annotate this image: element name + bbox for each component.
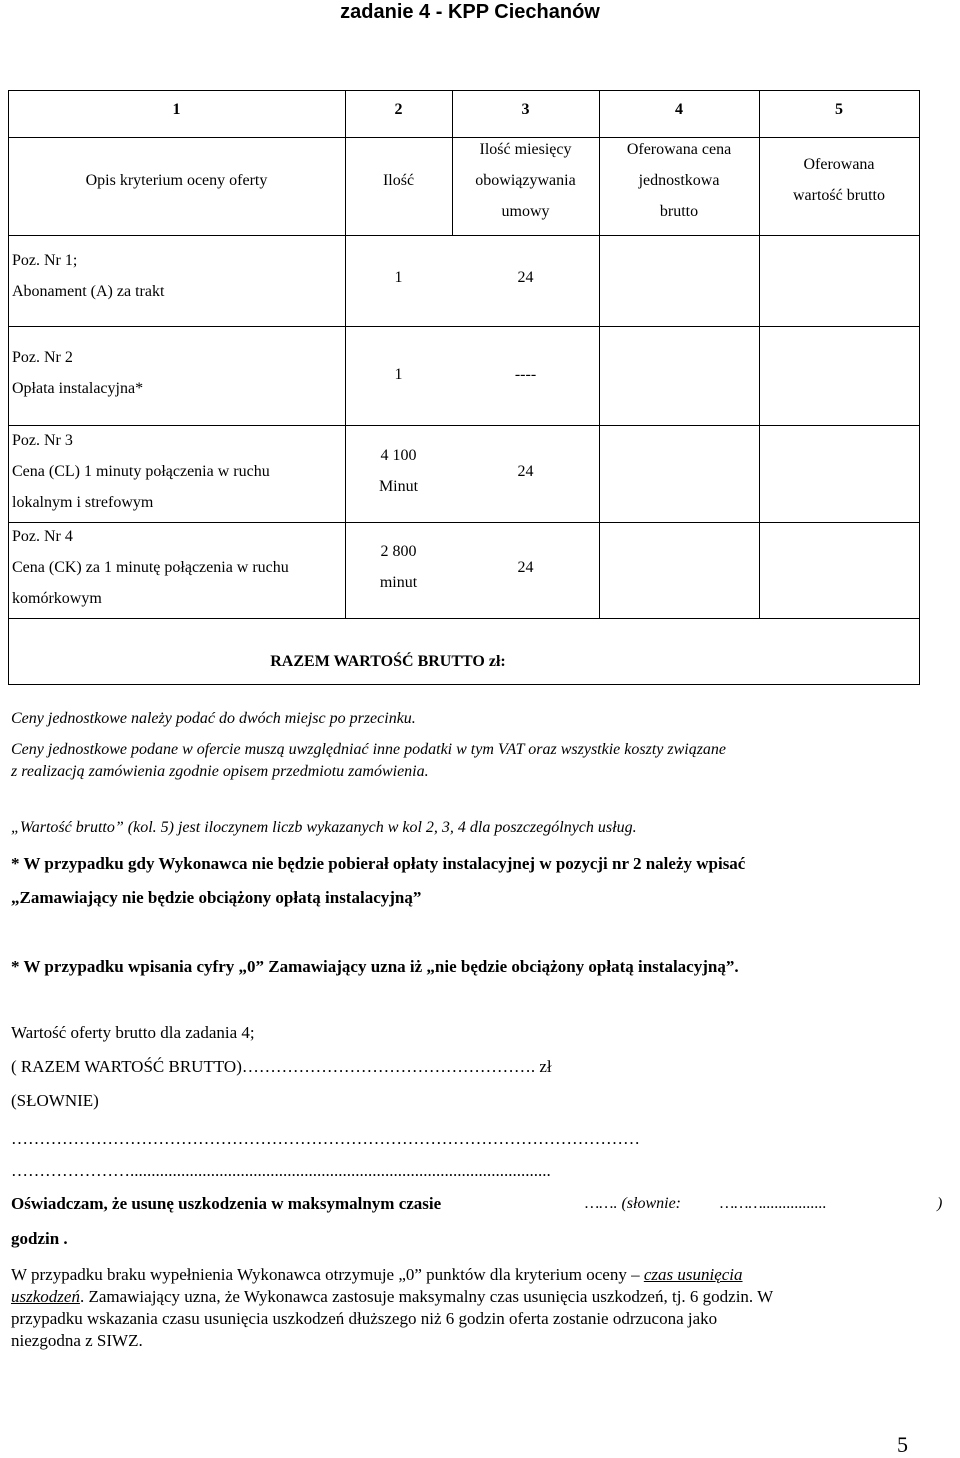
offer-words-label: (SŁOWNIE): [11, 1091, 99, 1110]
desc-line: komórkowym: [12, 590, 102, 607]
total-label: RAZEM WARTOŚĆ BRUTTO zł:: [270, 653, 506, 670]
table-row-3-qty: [345, 440, 452, 502]
header-opis: Opis kryterium oceny oferty: [85, 172, 268, 189]
note-decimals: Ceny jednostkowe należy podać do dwóch miejsc po przecinku.: [11, 710, 416, 727]
desc-line: Poz. Nr 3: [12, 432, 73, 449]
desc-line: Poz. Nr 2: [12, 349, 73, 366]
offer-total-line: ( RAZEM WARTOŚĆ BRUTTO)……………………………………………. zł: [11, 1057, 552, 1076]
table-row-1-qty: 1: [394, 269, 403, 286]
desc-line: Cena (CK) za 1 minutę połączenia w ruchu: [12, 559, 289, 576]
col-number: 4: [675, 101, 683, 118]
note-zero: * W przypadku wpisania cyfry „0” Zamawiający uzna iż „nie będzie obciążony opłatą instalacyjną”.: [11, 957, 739, 976]
header-cena: [599, 134, 759, 227]
page-number: 5: [897, 1432, 908, 1457]
desc-line: Cena (CL) 1 minuty połączenia w ruchu: [12, 463, 270, 480]
qty-line: minut: [379, 574, 418, 591]
col-number: 2: [394, 101, 403, 118]
header-line: brutto: [659, 203, 699, 220]
table-line: [8, 326, 920, 327]
note-install-text: „Zamawiający nie będzie obciążony opłatą instalacyjną”: [11, 888, 422, 907]
note-value: „Wartość brutto” (kol. 5) jest iloczynem liczb wykazanych w kol 2, 3, 4 dla poszczególnych usług.: [11, 819, 637, 836]
table-border-top: [8, 90, 920, 91]
desc-line: Abonament (A) za trakt: [12, 283, 165, 300]
header-line: jednostkowa: [638, 172, 720, 189]
col-number: 1: [172, 101, 181, 118]
table-row-4-desc: [12, 521, 342, 614]
table-row-2-desc: [12, 342, 342, 404]
final-text: . Zamawiający uzna, że Wykonawca zastosuje maksymalny czas usunięcia uszkodzeń, tj. 6 godzin. W: [79, 1287, 774, 1306]
final-line-4: niezgodna z SIWZ.: [11, 1331, 143, 1350]
header-line: wartość brutto: [793, 187, 885, 204]
note-prices-cont: z realizacją zamówienia zgodnie opisem przedmiotu zamówienia.: [11, 763, 429, 780]
desc-line: lokalnym i strefowym: [12, 494, 154, 511]
header-line: Ilość miesięcy: [479, 141, 572, 158]
qty-line: 4 100: [380, 447, 417, 464]
desc-line: Poz. Nr 4: [12, 528, 73, 545]
final-line-1: [11, 1264, 951, 1286]
final-text: W przypadku braku wypełnienia Wykonawca otrzymuje „0” punktów dla kryterium oceny –: [11, 1265, 644, 1284]
header-ilosc: Ilość: [382, 172, 415, 189]
table-row-2-qty: 1: [394, 366, 403, 383]
header-wartosc: [759, 149, 919, 211]
page-title: zadanie 4 - KPP Ciechanów: [340, 1, 600, 23]
table-line: [8, 618, 920, 619]
note-prices: Ceny jednostkowe podane w ofercie muszą uwzględniać inne podatki w tym VAT oraz wszystkie koszty związane: [11, 741, 727, 758]
declaration-dots-2: ………................: [720, 1195, 827, 1212]
declaration-dots: ……. (słownie:: [585, 1195, 681, 1212]
final-underlined: uszkodzeń: [11, 1287, 80, 1306]
header-line: Oferowana: [803, 156, 875, 173]
offer-value-label: Wartość oferty brutto dla zadania 4;: [11, 1023, 255, 1042]
offer-words-dots-2: …………………...................................................................................................: [11, 1161, 551, 1180]
table-line: [8, 235, 920, 236]
header-line: Oferowana cena: [626, 141, 732, 158]
desc-line: Poz. Nr 1;: [12, 252, 78, 269]
desc-line: Opłata instalacyjna*: [12, 380, 144, 397]
table-row-3-desc: [12, 425, 342, 518]
declaration-text: Oświadczam, że usunę uszkodzenia w maksymalnym czasie: [11, 1194, 442, 1213]
table-row-1-months: 24: [517, 269, 534, 286]
qty-line: 2 800: [380, 543, 417, 560]
table-row-4-months: 24: [517, 559, 534, 576]
declaration-hours: godzin .: [11, 1229, 68, 1248]
header-line: umowy: [501, 203, 550, 220]
declaration-close: ): [937, 1195, 943, 1212]
final-line-3: przypadku wskazania czasu usunięcia uszkodzeń dłuższego niż 6 godzin oferta zostanie odrzucona jako: [11, 1309, 718, 1328]
qty-line: Minut: [378, 478, 419, 495]
table-row-2-months: ----: [514, 366, 537, 383]
note-install: * W przypadku gdy Wykonawca nie będzie pobierał opłaty instalacyjnej w pozycji nr 2 należy wpisać: [11, 854, 746, 873]
table-row-4-qty: [345, 536, 452, 598]
table-border-right: [919, 90, 920, 684]
header-miesiace: [452, 134, 599, 227]
final-underlined: czas usunięcia: [643, 1265, 743, 1284]
table-row-3-months: 24: [517, 463, 534, 480]
col-number: 5: [835, 101, 843, 118]
col-number: 3: [521, 101, 530, 118]
header-line: obowiązywania: [475, 172, 576, 189]
offer-words-dots: …………………………………………………………………………………………………: [11, 1129, 640, 1148]
final-line-2: [11, 1286, 951, 1308]
table-row-1-desc: [12, 245, 342, 307]
table-border-bottom: [8, 684, 920, 685]
